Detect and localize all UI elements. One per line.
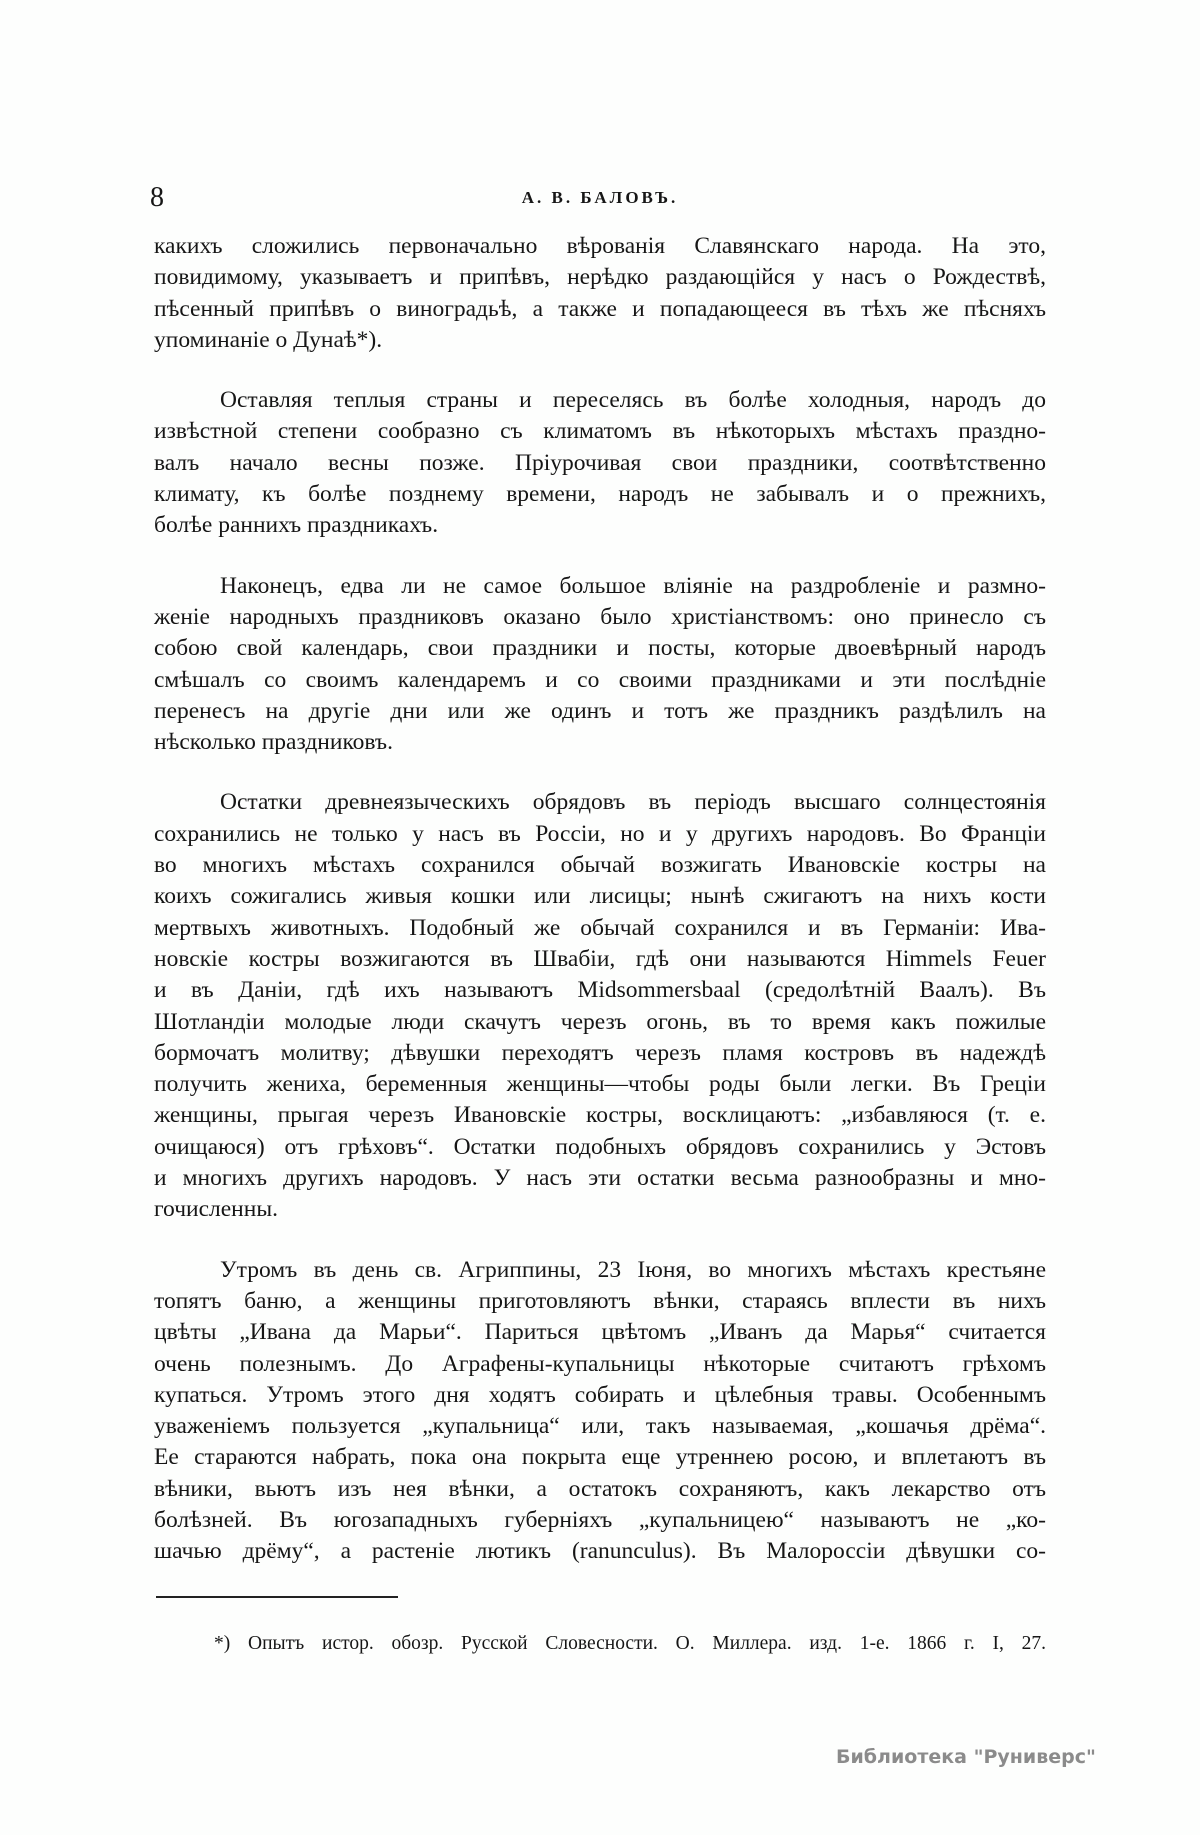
text-line: вѣники, вьютъ изъ нея вѣнки, а остатокъ сохраняютъ, какъ лекарство отъ <box>154 1475 1046 1502</box>
text-line: Ее стараются набрать, пока она покрыта еще утреннею росою, и вплетаютъ въ <box>154 1444 1046 1471</box>
text-line: новскіе костры возжигаются въ Швабіи, гдѣ они называются Himmels Feuer <box>154 945 1046 972</box>
text-line: очень полезнымъ. До Аграфены-купальницы нѣкоторые считаютъ грѣхомъ <box>154 1350 1046 1377</box>
paragraph <box>154 385 1046 541</box>
text-line: какихъ сложились первоначально вѣрованія Славянскаго народа. На это, <box>154 233 1046 259</box>
paragraph <box>154 787 1046 1225</box>
text-line: во многихъ мѣстахъ сохранился обычай возжигать Ивановскіе костры на <box>154 852 1046 879</box>
footnote-divider <box>156 1596 398 1598</box>
text-line: Остатки древнеязыческихъ обрядовъ въ періодъ высшаго солнцестоянія <box>220 789 1046 816</box>
text-line: Оставляя теплыя страны и переселясь въ болѣе холодныя, народъ до <box>220 387 1046 414</box>
text-line: сохранились не только у насъ въ Россіи, но и у другихъ народовъ. Во Франціи <box>154 820 1046 847</box>
text-line: женіе народныхъ праздниковъ оказано было христіанствомъ: оно принесло съ <box>154 603 1046 630</box>
text-line: пѣсенный припѣвъ о виноградьѣ, а также и попадающееся въ тѣхъ же пѣсняхъ <box>154 295 1046 322</box>
paragraph <box>154 1255 1046 1568</box>
text-line: собою свой календарь, свои праздники и посты, которые двоевѣрный народъ <box>154 635 1046 662</box>
text-line: получить жениха, беременныя женщины—чтобы роды были легки. Въ Греціи <box>154 1071 1046 1098</box>
text-line: смѣшалъ со своимъ календаремъ и со своими праздниками и эти послѣдніе <box>154 666 1046 693</box>
paragraph <box>154 571 1046 759</box>
text-line: перенесъ на другіе дни или же одинъ и тотъ же праздникъ раздѣлилъ на <box>154 697 1046 724</box>
text-line: извѣстной степени сообразно съ климатомъ въ нѣкоторыхъ мѣстахъ праздно- <box>154 418 1046 445</box>
text-line: женщины, прыгая черезъ Ивановскіе костры, восклицаютъ: „избавляюся (т. е. <box>154 1102 1046 1129</box>
text-line: климату, къ болѣе позднему времени, народъ не забывалъ и о прежнихъ, <box>154 481 1046 508</box>
text-line: мертвыхъ животныхъ. Подобный же обычай сохранился и въ Германіи: Ива- <box>154 914 1046 941</box>
text-line: цвѣты „Ивана да Марьи“. Париться цвѣтомъ „Иванъ да Марья“ считается <box>154 1319 1046 1346</box>
text-line: нѣсколько праздниковъ. <box>154 729 393 756</box>
paragraph <box>154 231 1046 356</box>
text-line: Наконецъ, едва ли не самое большое вліяніе на раздробленіе и размно- <box>220 572 1046 599</box>
text-line: Шотландіи молодые люди скачутъ черезъ огонь, въ то время какъ пожилые <box>154 1008 1046 1035</box>
footnote: *) Опытъ истор. обозр. Русской Словесности. О. Миллера. изд. 1-е. 1866 г. I, 27. <box>214 1633 1046 1654</box>
text-line: болѣзней. Въ югозападныхъ губерніяхъ „купальницею“ называютъ не „ко- <box>154 1506 1046 1533</box>
running-head: А. В. БАЛОВЪ. <box>521 188 679 207</box>
body-text <box>154 231 1046 1597</box>
text-line: гочисленны. <box>154 1196 278 1223</box>
text-line: очищаюся) отъ грѣховъ“. Остатки подобныхъ обрядовъ сохранились у Эстовъ <box>154 1133 1046 1160</box>
text-line: Утромъ въ день св. Агриппины, 23 Іюня, во многихъ мѣстахъ крестьяне <box>220 1256 1046 1283</box>
text-line: и въ Даніи, гдѣ ихъ называютъ Midsommersbaal (средолѣтній Ваалъ). Въ <box>154 977 1046 1004</box>
text-line: болѣе раннихъ праздникахъ. <box>154 512 439 539</box>
text-line: топятъ баню, а женщины приготовляютъ вѣнки, стараясь вплести въ нихъ <box>154 1287 1046 1314</box>
text-line: купаться. Утромъ этого дня ходятъ собирать и цѣлебныя травы. Особеннымъ <box>154 1381 1046 1408</box>
text-line: уваженіемъ пользуется „купальница“ или, такъ называемая, „кошачья дрёма“. <box>154 1413 1046 1440</box>
text-line: шачью дрёму“, а растеніе лютикъ (ranunculus). Въ Малороссіи дѣвушки со- <box>154 1538 1046 1565</box>
library-watermark: Библиотека "Руниверс" <box>836 1746 1096 1768</box>
text-line: и многихъ другихъ народовъ. У насъ эти остатки весьма разнообразны и мно- <box>154 1165 1046 1192</box>
page-number: 8 <box>150 182 164 213</box>
text-line: бормочатъ молитву; дѣвушки переходятъ черезъ пламя костровъ въ надеждѣ <box>154 1039 1046 1066</box>
text-line: валъ начало весны позже. Пріурочивая свои праздники, соотвѣтственно <box>154 449 1046 476</box>
text-line: повидимому, указываетъ и припѣвъ, нерѣдко раздающійся у насъ о Рождествѣ, <box>154 264 1046 291</box>
text-line: коихъ сожигались живыя кошки или лисицы; нынѣ сжигаютъ на нихъ кости <box>154 883 1046 910</box>
text-line: упоминаніе о Дунаѣ*). <box>154 326 383 353</box>
